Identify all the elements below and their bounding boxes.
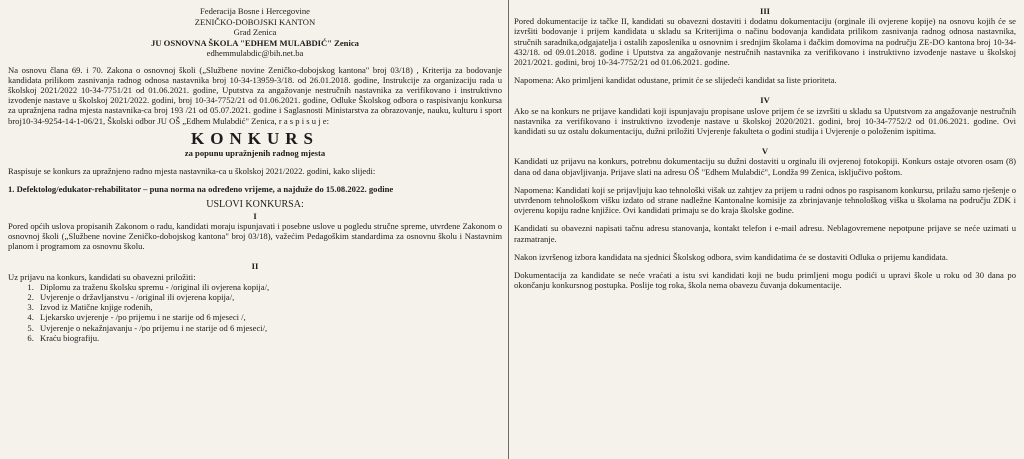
intro-paragraph: Na osnovu člana 69. i 70. Zakona o osnovnoj školi („Službene novine Zeničko-dobojskog kantona" broj 03/18) , Kriterija za bodovanje kandidata prilikom zasnivanja radnog odnosa nastavnika broj 10-34-13959-3/18. od 26.01.2018. godine, Instrukcije za organizaciju rada u školskoj 2021/2022 10-34-7751/21 od 01.06.2021. godine, Uputstva za angažovanje nestručnih nastavnika za verifikovano i instruktivno izvođenje nastave u školskoj 2021/2022. godini, broj 10-34-7752/21 od 01.06.2021. godine, Odluke Školskog odbora o raspisivanju konkursa za upražnjena radna mjesta nastavnika-ca broj 193 /21 od 05.07.2021. godine i Saglasnosti Ministarstva za obrazovanje, nauku, kulturu i sport broj10-34-9254-14-1-06/21, Školski odbor JU OŠ „Edhem Mulabdić" Zenica, r a s p i s u j e: [8, 64, 502, 126]
section-5-note: Napomena: Kandidati koji se prijavljuju kao tehnološki višak uz zahtjev za prijem u radni odnos po raspisanom konkursu, prilažu samo rješenje o utvrđenom tehnološkom višku izdato od strane nadležne Kantonalne komisije za zbrinjavanje tehnološkog viška u školama na području ZDK i ovjerenu kopiju radne knjižice. Ovi kandidati primaju se do kraja školske godine. [514, 184, 1016, 216]
list-item: 1. Diplomu za traženu školsku spremu - /original ili ovjerena kopija/, [36, 282, 502, 292]
section-3-number: III [759, 6, 771, 16]
left-column [8, 6, 502, 455]
column-divider [508, 0, 509, 459]
header-canton: ZENIČKO-DOBOJSKI KANTON [194, 16, 316, 27]
list-item: 2. Uvjerenje o državljanstvu - /original ili ovjerena kopija/, [36, 292, 502, 302]
position-item: 1. Defektolog/edukator-rehabilitator – puna norma na određeno vrijeme, a najduže do 15.08.2022. godine [8, 184, 394, 195]
list-item: 3. Izvod iz Matične knjige rođenih, [36, 302, 502, 312]
section-1-text: Pored općih uslova propisanih Zakonom o radu, kandidati moraju ispunjavati i posebne uslove u pogledu stručne spreme, utvrđene Zakonom o osnovnoj školi („Službene novine Zeničko-dobojskog kantona" broj 03/18), važećim Pedagoškim standardima za osnovnu školu i Nastavnim planom i programom za osnovnu školu. [8, 220, 502, 252]
documents-list [8, 282, 502, 343]
page-subtitle: za popunu upražnjenih radnog mjesta [184, 147, 326, 158]
section-2-number: II [251, 261, 259, 272]
header-email: edhemmulabdic@bih.net.ba [206, 48, 304, 58]
list-item: 6. Kraću biografiju. [36, 333, 502, 343]
section-5-text: Kandidati uz prijavu na konkurs, potrebnu dokumentaciju su dužni dostaviti u orginalu ili ovjerenoj fotokopiji. Konkurs ostaje otvoren osam (8) dana od dana objavljivanja. Prijave slati na adresu OŠ "Edhem Mulabdić", Londža 99 Zenica, isključivo poštom. [514, 156, 1016, 177]
section-5-number: V [761, 146, 769, 157]
letterhead [8, 6, 502, 59]
right-column [514, 6, 1016, 455]
address-requirement-text: Kandidati su obavezni napisati tačnu adresu stanovanja, kontakt telefon i e-mail adresu. Neblagovremene nepotpune prijave se neće uzimati u razmatranje. [514, 223, 1016, 244]
decision-text: Nakon izvršenog izbora kandidata na sjednici Školskog odbora, svim kandidatima će se dostaviti Odluka o prijemu kandidata. [514, 251, 948, 262]
page-title: KONKURS [191, 128, 319, 148]
announce-text: Raspisuje se konkurs za upražnjeno radno mjesta nastavnika-ca u školskoj 2021/2022. godini, kako slijedi: [8, 165, 376, 176]
documents-return-text: Dokumentacija za kandidate se neće vraćati a istu svi kandidati koji ne budu primljeni mogu podići u upravi škole u roku od 30 dana po okončanju konkursnog postupka. Poslije tog roka, škola nema obavezu čuvanja dokumentacije. [514, 270, 1016, 291]
section-1-number: I [253, 210, 257, 221]
section-3-note: Napomena: Ako primljeni kandidat odustane, primit će se slijedeći kandidat sa liste prioriteta. [514, 75, 837, 86]
section-4-number: IV [760, 95, 770, 106]
header-school: JU OSNOVNA ŠKOLA "EDHEM MULABDIĆ" Zenica [151, 37, 359, 48]
list-item: 4. Ljekarsko uvjerenje - /po prijemu i ne starije od 6 mjeseci /, [36, 312, 502, 322]
header-federation: Federacija Bosne i Hercegovine [199, 6, 310, 16]
section-2-lead: Uz prijavu na konkurs, kandidati su obavezni priložiti: [8, 271, 196, 282]
header-city: Grad Zenica [233, 27, 277, 37]
list-item: 5. Uvjerenje o nekažnjavanju - /po prijemu i ne starije od 6 mjeseci/, [36, 323, 502, 333]
section-3-text: Pored dokumentacije iz tačke II, kandidati su obavezni dostaviti i dodatnu dokumentaciju (orginale ili ovjerene kopije) na osnovu kojih će se izvršiti bodovanje i prijem kandidata u skladu sa Kriterijima o načinu bodovanja kandidata prilikom zasnivanja radnog odnosa nastavnika, stručnih saradnika,odgajatelja i ostalih zaposlenika u osnovnim i srednjim školama i đačkim domovima na području ZE-DO kantona broj 10-34-432/18. od 09.01.2018. godine i Uputstva za angažovanje nestručnih nastavnika za verifikovano i instruktivno izvođenje nastave u školskoj 2021/2021. godini, broj 10-34-7752/21 od 01.06.2021. godine. [514, 16, 1016, 68]
conditions-heading: USLOVI KONKURSA: [206, 199, 304, 211]
section-4-text: Ako se na konkurs ne prijave kandidati koji ispunjavaju propisane uslove prijem će se izvršiti u skladu sa Uputstvom za angažovanje nestručnih nastavnika za verifikovano i instruktivno izvođenje nastave u školskoj 2020/2021. godini, broj 10-34-7752/2 od 01.06.2021. godine. Ovi kandidati su uz ostalu dokumentaciju, dužni priložiti Uvjerenje fakulteta o godini studija i Uvjerenje o položenim ispitima. [514, 105, 1016, 137]
